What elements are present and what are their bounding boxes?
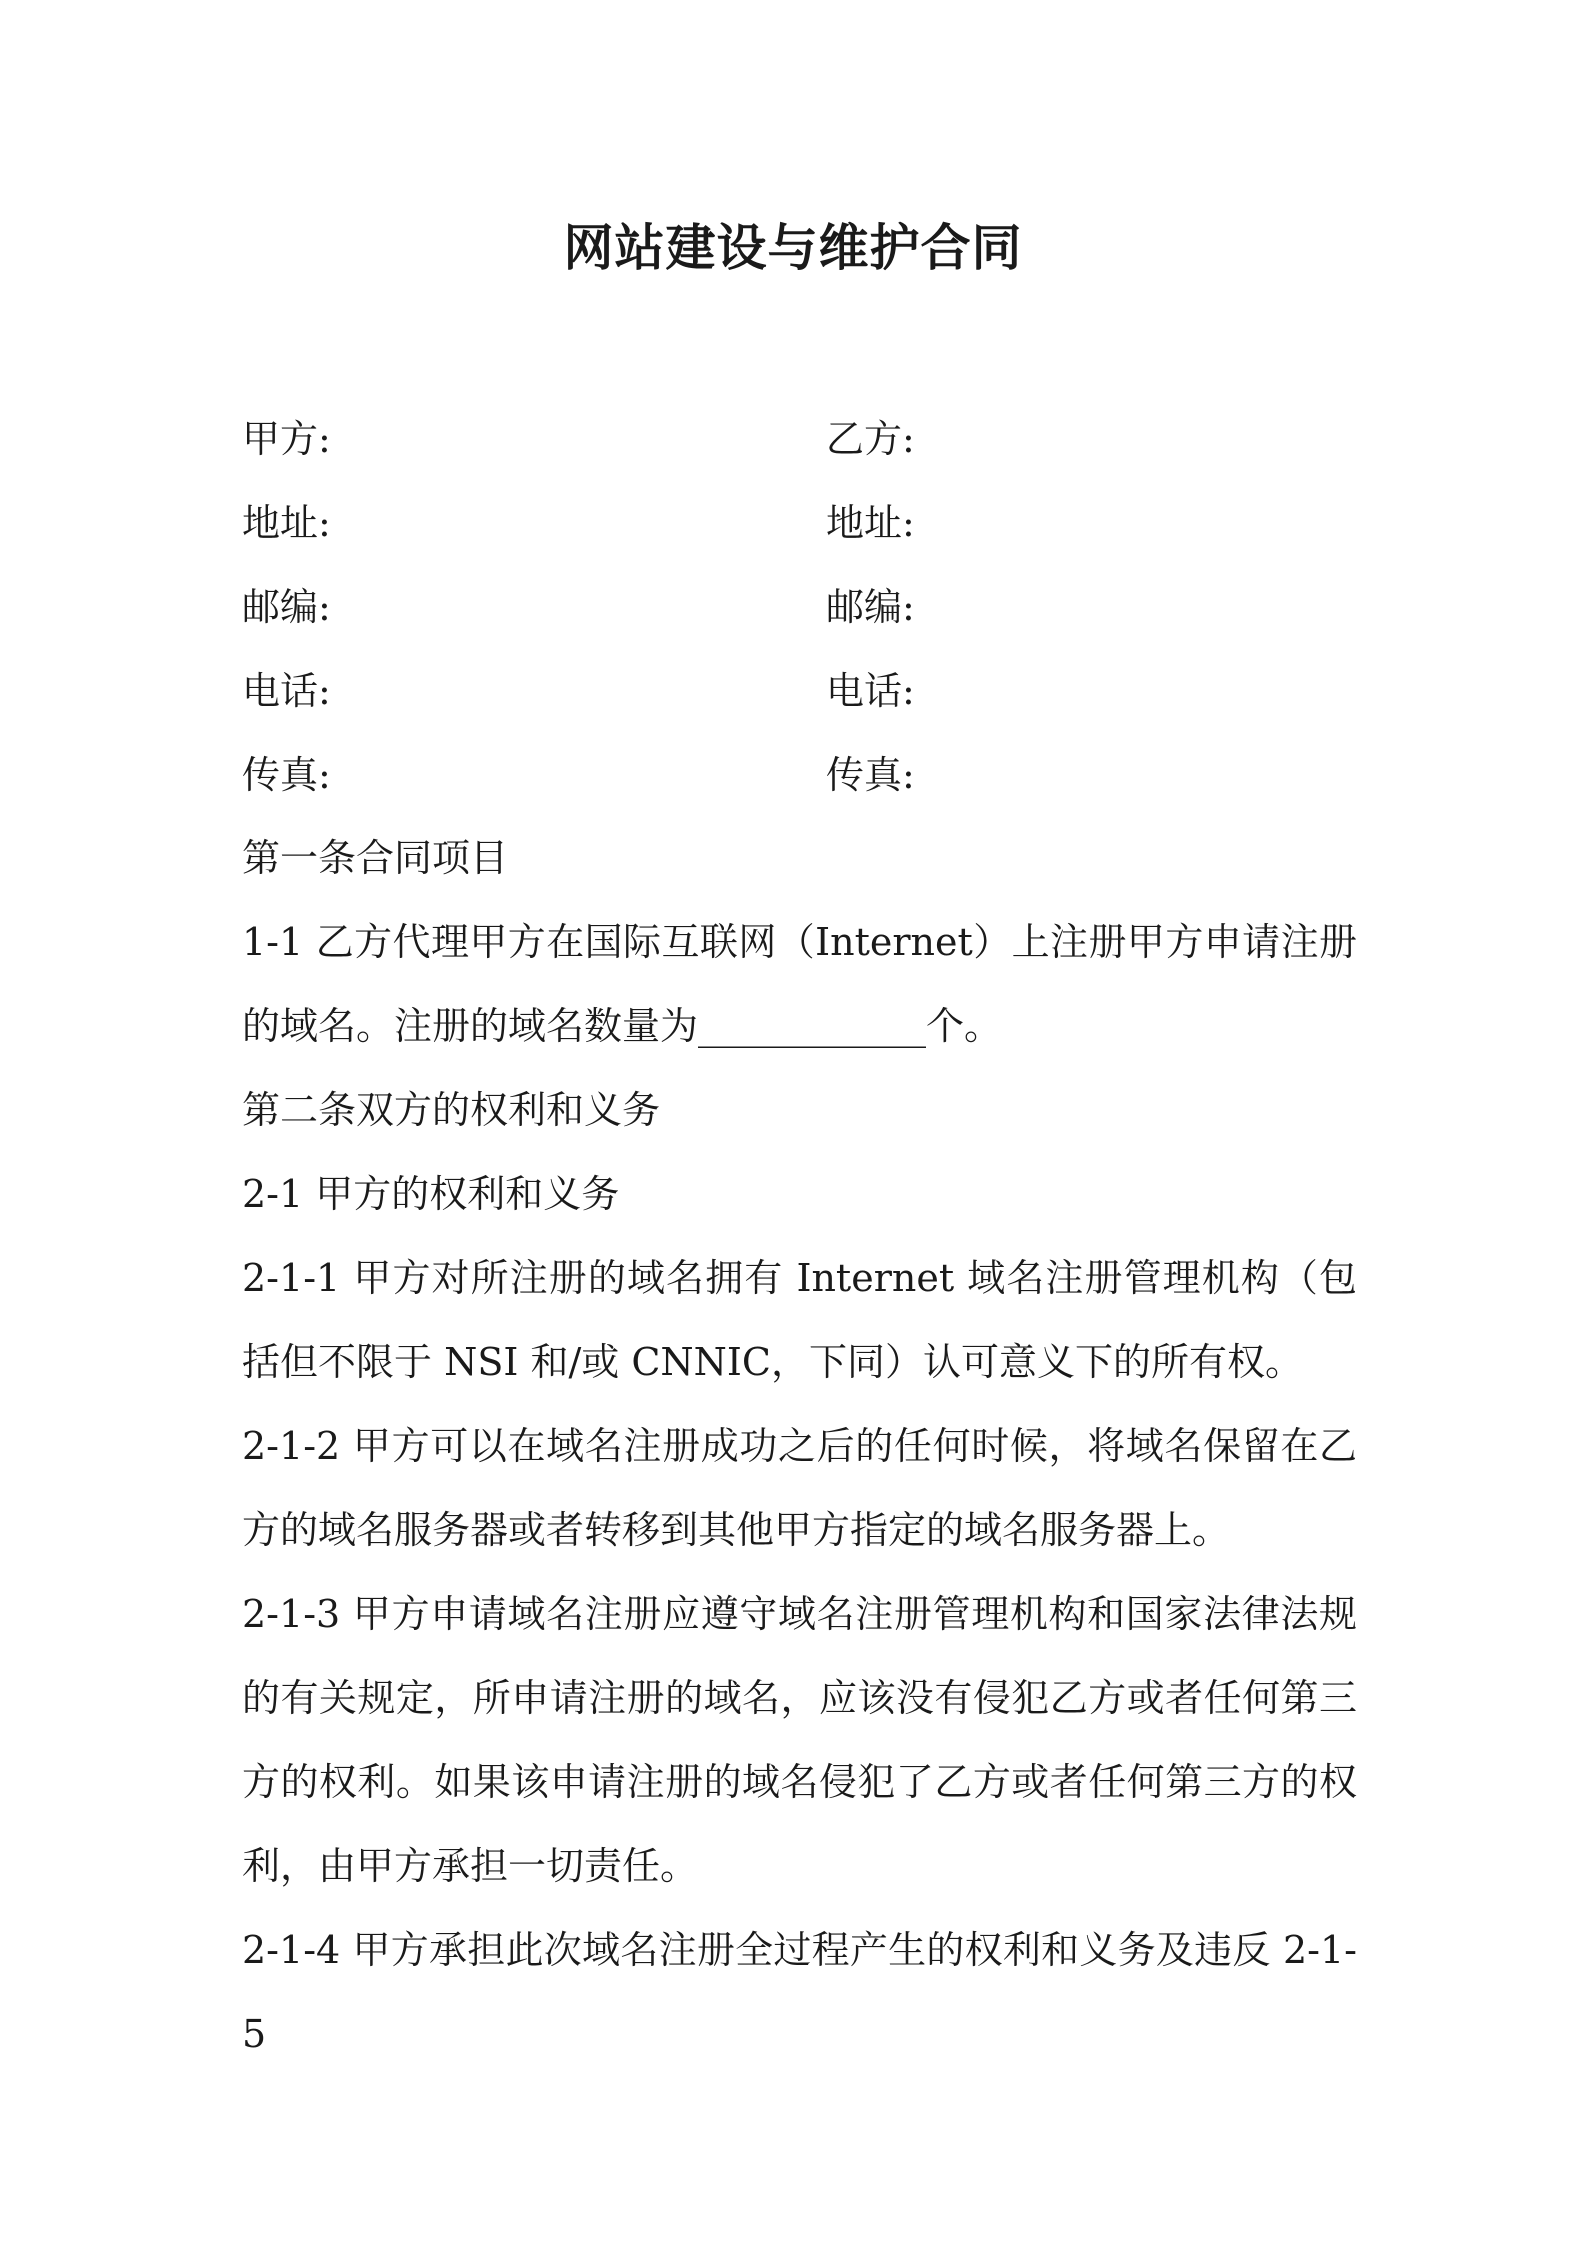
party-row-name [242,397,1342,481]
clause-2-1-1: 2-1-1 甲方对所注册的域名拥有 Internet 域名注册管理机构（包括但不限于 NSI 和/或 CNNIC，下同）认可意义下的所有权。 [242,1256,1357,1384]
contract-body [242,816,1357,2076]
party-info-block [242,397,1342,817]
party-b-address-label: 地址: [826,501,915,545]
party-a-name-label: 甲方: [242,417,331,461]
article-1-heading: 第一条合同项目 [242,836,509,880]
party-a-phone-label: 电话: [242,669,331,713]
clause-2-1-heading: 2-1 甲方的权利和义务 [242,1172,620,1216]
clause-2-1-2: 2-1-2 甲方可以在域名注册成功之后的任何时候，将域名保留在乙方的域名服务器或者转移到其他甲方指定的域名服务器上。 [242,1424,1357,1552]
document-title: 网站建设与维护合同 [563,219,1023,277]
party-a-postcode-label: 邮编: [242,585,331,629]
party-b-fax-label: 传真: [826,753,915,797]
party-row-fax [242,733,1342,817]
party-b-phone-label: 电话: [826,669,915,713]
party-row-phone [242,649,1342,733]
article-2-heading: 第二条双方的权利和义务 [242,1088,661,1132]
party-a-fax-label: 传真: [242,753,331,797]
party-b-name-label: 乙方: [826,417,915,461]
clause-1-1: 1-1 乙方代理甲方在国际互联网（Internet）上注册甲方申请注册的域名。注册的域名数量为____________个。 [242,920,1357,1048]
party-row-postcode [242,565,1342,649]
clause-2-1-3: 2-1-3 甲方申请域名注册应遵守域名注册管理机构和国家法律法规的有关规定，所申请注册的域名，应该没有侵犯乙方或者任何第三方的权利。如果该申请注册的域名侵犯了乙方或者任何第三方的权利，由甲方承担一切责任。 [242,1592,1357,1888]
party-a-address-label: 地址: [242,501,331,545]
party-row-address [242,481,1342,565]
clause-2-1-4: 2-1-4 甲方承担此次域名注册全过程产生的权利和义务及违反 2-1-5 [242,1928,1357,2056]
party-b-postcode-label: 邮编: [826,585,915,629]
